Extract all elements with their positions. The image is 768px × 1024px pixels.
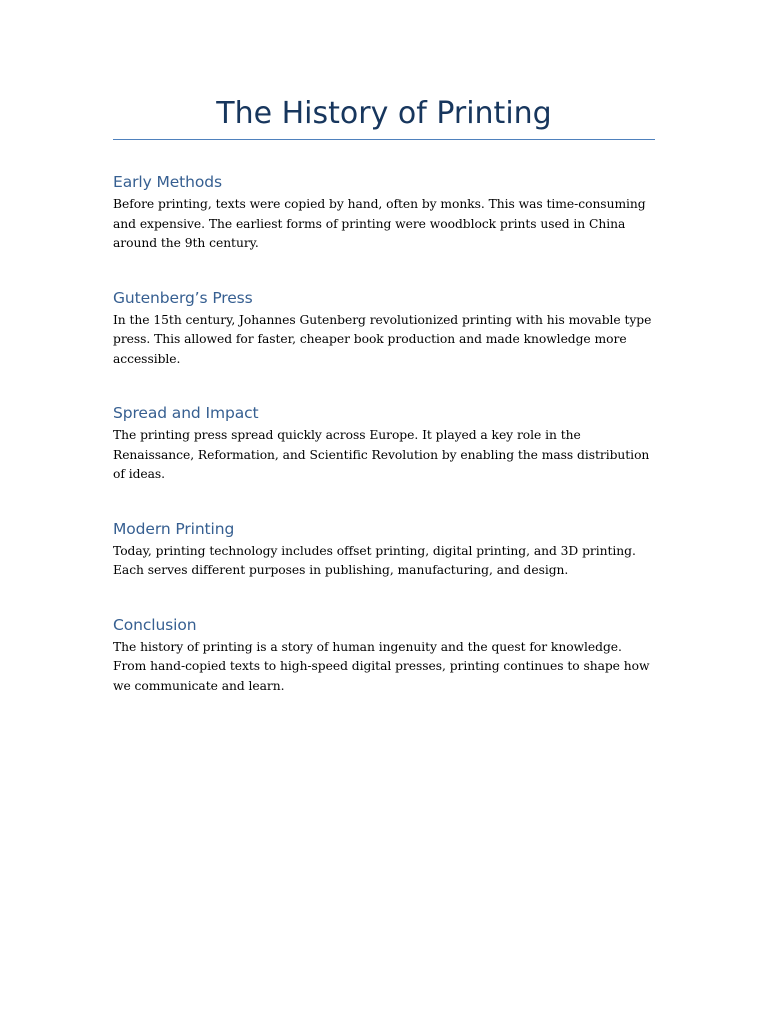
section-paragraph: Before printing, texts were copied by hand, often by monks. This was time-consuming and expensive. The earliest forms of printing were woodblock prints used in China around the 9th century.: [113, 197, 646, 250]
section-paragraph: The history of printing is a story of human ingenuity and the quest for knowledge. From hand-copied texts to high-speed digital presses, printing continues to shape how we communicate and learn.: [113, 639, 650, 693]
document-title: The History of Printing: [216, 96, 552, 131]
section-conclusion: [113, 615, 655, 697]
section-heading: Early Methods: [113, 173, 222, 191]
section-spread-and-impact: [113, 403, 655, 485]
section-paragraph: Today, printing technology includes offset printing, digital printing, and 3D printing. Each serves different purposes in publishing, manufacturing, and design.: [113, 543, 636, 577]
section-heading: Conclusion: [113, 615, 197, 634]
section-paragraph: In the 15th century, Johannes Gutenberg revolutionized printing with his movable type press. This allowed for faster, cheaper book production and made knowledge more accessible.: [113, 312, 652, 366]
section-paragraph: The printing press spread quickly across Europe. It played a key role in the Renaissance, Reformation, and Scientific Revolution by enabling the mass distribution of ideas.: [113, 428, 650, 481]
title-divider: [113, 139, 655, 140]
section-modern-printing: [113, 519, 655, 581]
section-heading: Gutenberg’s Press: [113, 288, 253, 307]
section-gutenbergs-press: [113, 288, 655, 370]
section-heading: Spread and Impact: [113, 404, 259, 422]
section-heading: Modern Printing: [113, 519, 235, 538]
document-page: [113, 0, 655, 696]
section-early-methods: [113, 172, 655, 254]
